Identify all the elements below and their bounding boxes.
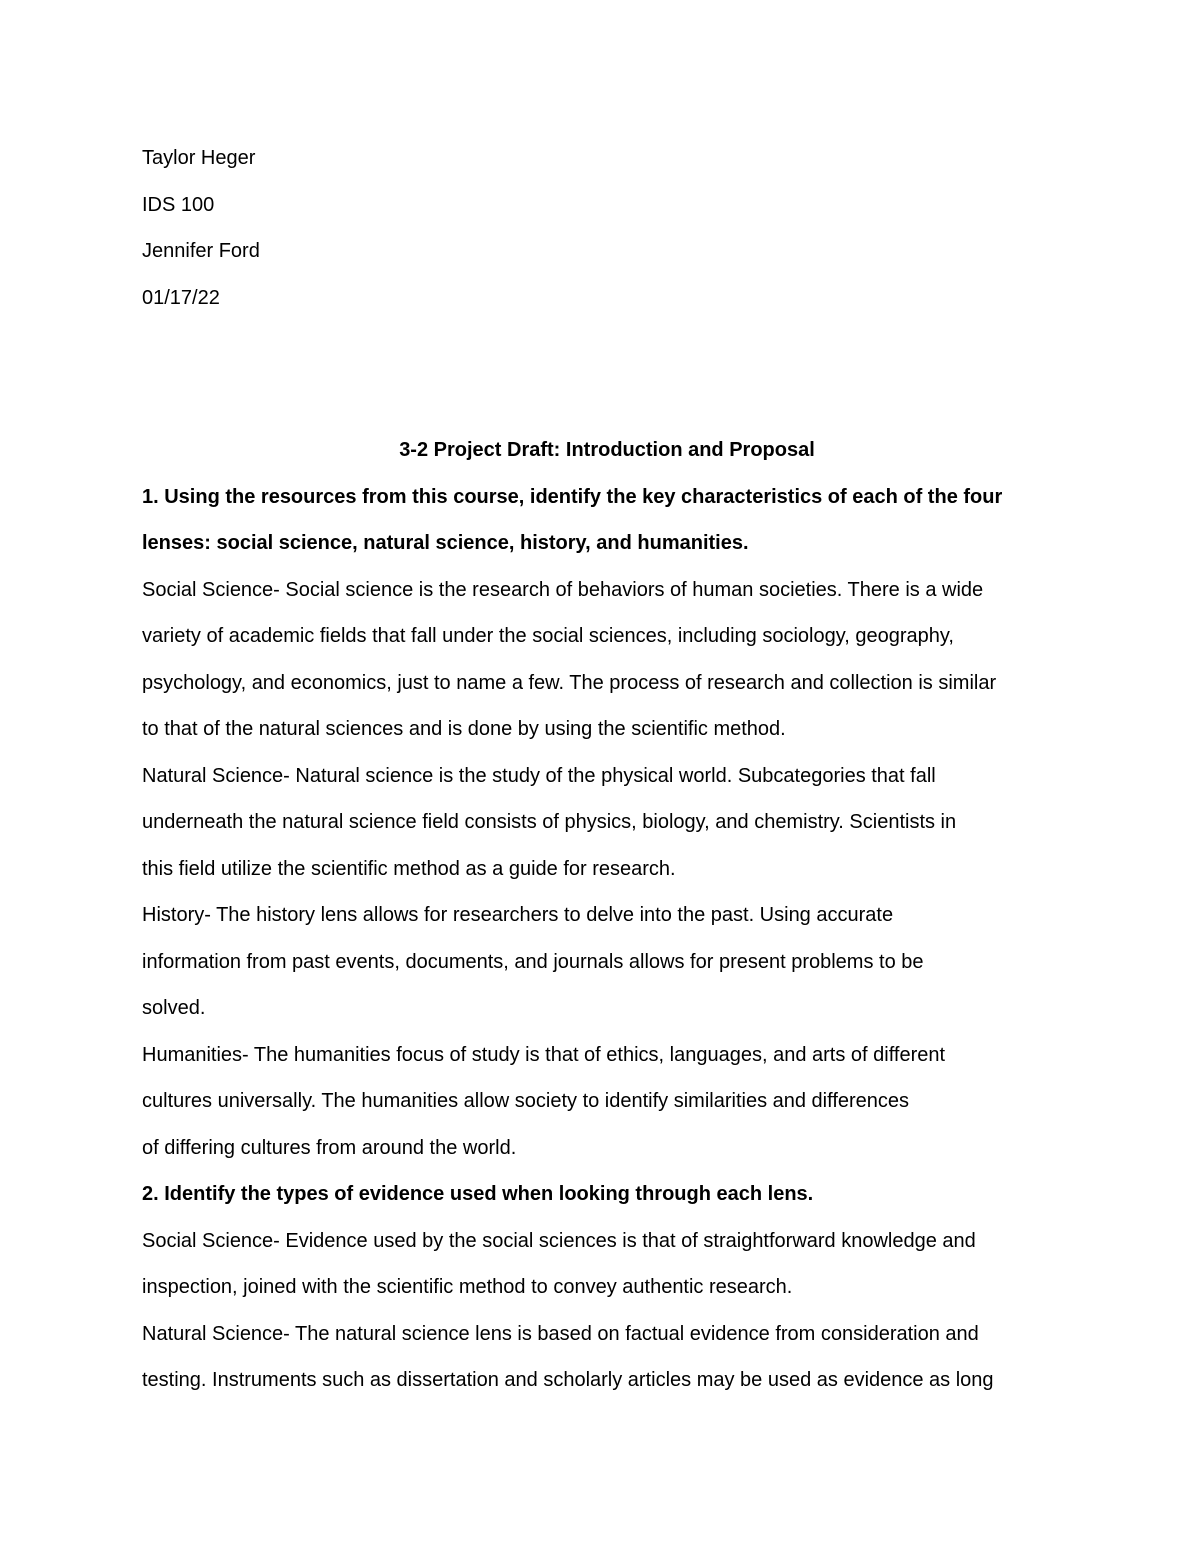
paragraph-line: underneath the natural science field consists of physics, biology, and chemistry. Scientists in [142,811,957,833]
document-title: 3-2 Project Draft: Introduction and Proposal [399,439,815,461]
header-spacer [142,329,1072,427]
paragraph-line: Natural Science- The natural science lens is based on factual evidence from consideration and [142,1322,979,1345]
paragraph-line: testing. Instruments such as dissertation and scholarly articles may be used as evidence as long [142,1369,994,1391]
paragraph-line: inspection, joined with the scientific method to convey authentic research. [142,1276,793,1298]
paragraph-line: Social Science- Evidence used by the social sciences is that of straightforward knowledge and [142,1229,976,1252]
paragraph-line: information from past events, documents, and journals allows for present problems to be [142,950,924,973]
paragraph-line: this field utilize the scientific method as a guide for research. [142,857,676,880]
course-code: IDS 100 [142,193,215,216]
paragraph-line: psychology, and economics, just to name a few. The process of research and collection is similar [142,671,997,694]
paragraph-line: solved. [142,997,206,1019]
paragraph-line: Humanities- The humanities focus of study is that of ethics, languages, and arts of different [142,1043,946,1066]
question-line: 2. Identify the types of evidence used when looking through each lens. [142,1183,814,1205]
paragraph-line: cultures universally. The humanities allow society to identify similarities and differences [142,1090,910,1112]
author-name: Taylor Heger [142,147,256,169]
document-page [142,143,1072,1404]
instructor-name: Jennifer Ford [142,240,260,262]
question-line: 1. Using the resources from this course, identify the key characteristics of each of the four [142,485,1003,508]
document-date: 01/17/22 [142,286,220,309]
paragraph-line: variety of academic fields that fall under the social sciences, including sociology, geography, [142,625,954,647]
paragraph-line: of differing cultures from around the world. [142,1136,517,1159]
document-body [142,474,1072,1404]
question-line: lenses: social science, natural science, history, and humanities. [142,532,749,554]
paragraph-line: to that of the natural sciences and is done by using the scientific method. [142,718,786,740]
paragraph-line: Social Science- Social science is the research of behaviors of human societies. There is a wide [142,578,984,601]
paragraph-line: Natural Science- Natural science is the study of the physical world. Subcategories that fall [142,764,936,787]
paragraph-line: History- The history lens allows for researchers to delve into the past. Using accurate [142,904,894,926]
